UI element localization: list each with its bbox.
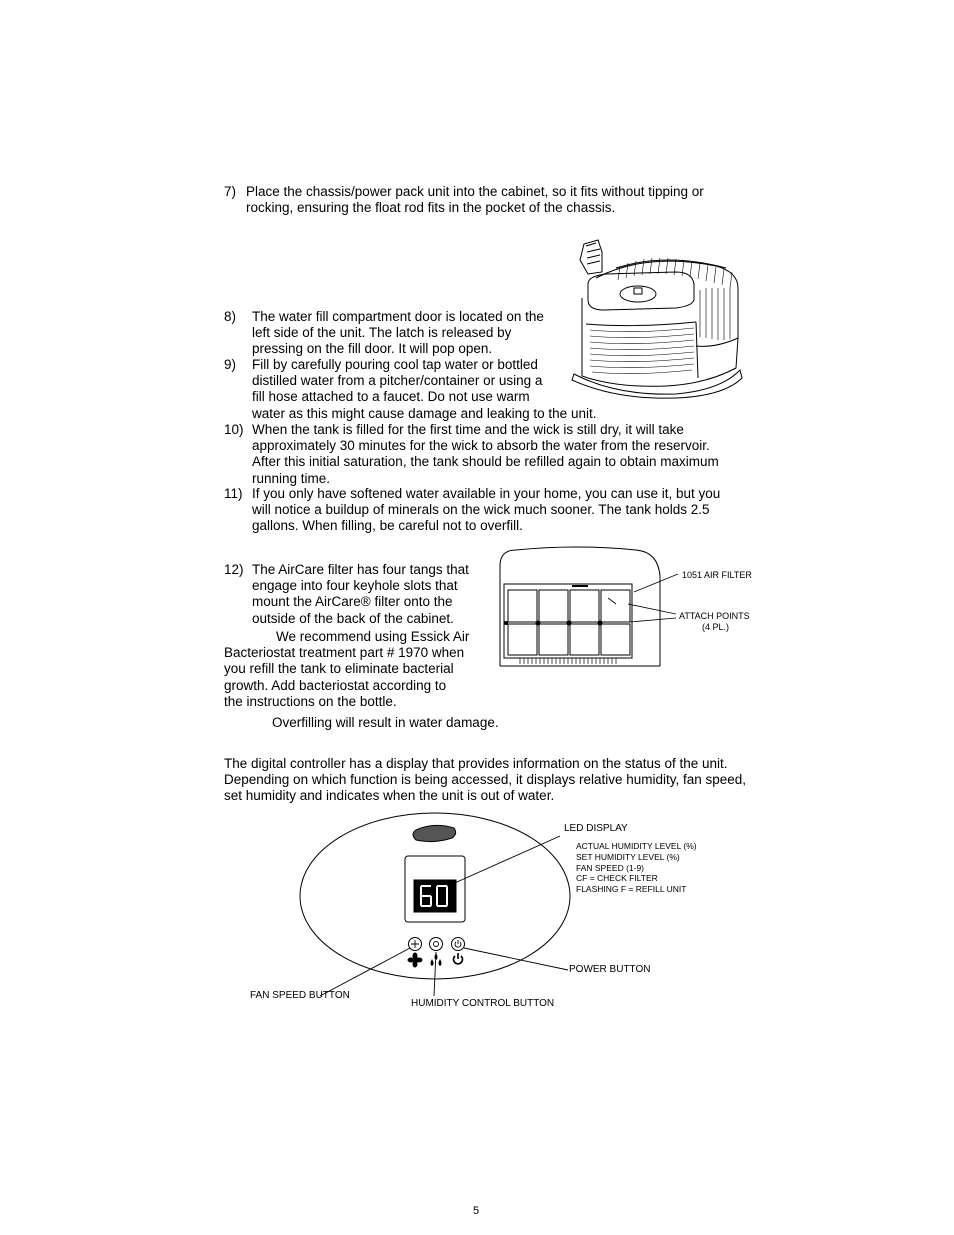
step-text-line: left side of the unit. The latch is released by: [252, 325, 512, 341]
step-text-line: will notice a buildup of minerals on the wick much sooner. The tank holds 2.5: [252, 502, 710, 518]
note-line: growth. Add bacteriostat according to: [224, 677, 447, 693]
humidity-control-button-label: HUMIDITY CONTROL BUTTON: [411, 998, 555, 1009]
led-item: SET HUMIDITY LEVEL (%): [576, 851, 680, 862]
note-line: you refill the tank to eliminate bacterial: [224, 661, 454, 677]
step-text-line: pressing on the fill door. It will pop open.: [252, 341, 493, 357]
step-text-line: The water fill compartment door is located on the: [252, 309, 544, 324]
bacteriostat-note: [224, 629, 494, 710]
step-number: 11): [224, 486, 243, 501]
step-text-line: approximately 30 minutes for the wick to absorb the water from the reservoir.: [252, 438, 710, 454]
step-text-line: mount the AirCare® filter onto the: [252, 594, 453, 610]
step-text-line: Fill by carefully pouring cool tap water or bottled: [252, 357, 538, 372]
step-number: 7): [224, 184, 237, 199]
note-line: Bacteriostat treatment part # 1970 when: [224, 645, 465, 661]
power-button-label: POWER BUTTON: [569, 964, 651, 975]
step-9: [224, 357, 644, 423]
step-text-line: Place the chassis/power pack unit into the cabinet, so it fits without tipping or: [246, 184, 704, 199]
step-12: [224, 562, 494, 628]
page-number: 5: [473, 1205, 480, 1217]
step-text-line: distilled water from a pitcher/container or using a: [252, 373, 543, 389]
overfill-warning: Overfilling will result in water damage.: [272, 715, 499, 730]
step-10: [224, 422, 754, 488]
led-item: CF = CHECK FILTER: [576, 873, 658, 884]
droplets-icon: [431, 953, 442, 966]
fan-icon: [408, 953, 423, 968]
step-number: 9): [224, 357, 237, 372]
led-display-item-list: [576, 841, 697, 895]
step-text-line: The AirCare filter has four tangs that: [252, 562, 469, 577]
step-text-line: When the tank is filled for the first time and the wick is still dry, it will take: [252, 422, 684, 437]
step-number: 12): [224, 562, 244, 577]
step-text-line: fill hose attached to a faucet. Do not use warm: [252, 389, 530, 405]
humidity-control-button: [430, 938, 443, 951]
led-item: FLASHING F = REFILL UNIT: [576, 884, 687, 895]
step-text-line: water as this might cause damage and leaking to the unit.: [252, 405, 597, 421]
fan-speed-button-label: FAN SPEED BUTTON: [250, 990, 350, 1001]
attach-points-label: ATTACH POINTS: [679, 611, 750, 621]
step-text-line: rocking, ensuring the float rod fits in the pocket of the chassis.: [246, 200, 616, 215]
step-text-line: gallons. When filling, be careful not to overfill.: [252, 518, 523, 534]
attach-points-count-label: (4 PL.): [702, 622, 730, 632]
intro-line: set humidity and indicates when the unit is out of water.: [224, 788, 555, 804]
led-item: FAN SPEED (1-9): [576, 862, 645, 873]
note-line: the instructions on the bottle.: [224, 693, 397, 709]
filter-label: 1051 AIR FILTER: [682, 570, 752, 580]
step-text-line: After this initial saturation, the tank should be refilled again to obtain maximum: [252, 454, 719, 470]
led-item: ACTUAL HUMIDITY LEVEL (%): [576, 841, 697, 851]
step-text-line: outside of the back of the cabinet.: [252, 610, 454, 626]
step-text-line: If you only have softened water available in your home, you can use it, but you: [252, 486, 721, 501]
note-line: We recommend using Essick Air: [276, 629, 470, 644]
step-7: [224, 184, 764, 218]
step-number: 10): [224, 422, 244, 437]
step-number: 8): [224, 309, 237, 324]
intro-line: The digital controller has a display that provides information on the status of the unit.: [224, 756, 728, 771]
power-icon: [454, 953, 463, 964]
controller-intro: [224, 756, 764, 805]
essick-logo-icon: [413, 825, 456, 841]
step-11: [224, 486, 754, 536]
step-text-line: engage into four keyhole slots that: [252, 578, 458, 594]
step-8: [224, 309, 564, 359]
air-filter-diagram: [496, 546, 676, 670]
step-text-line: running time.: [252, 470, 331, 486]
led-display-label: LED DISPLAY: [564, 823, 628, 834]
intro-line: Depending on which function is being accessed, it displays relative humidity, fan speed,: [224, 772, 747, 788]
